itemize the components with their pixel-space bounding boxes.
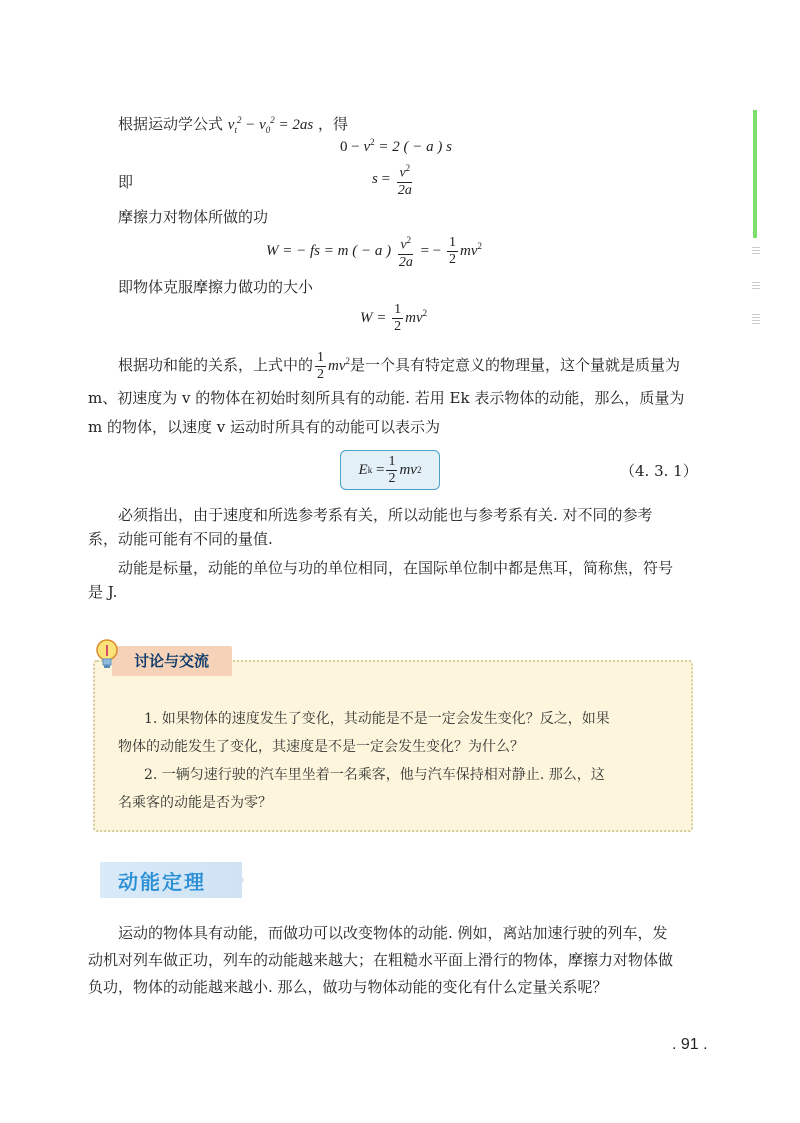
margin-mark <box>752 245 762 259</box>
paragraph-2-line-1: 必须指出，由于速度和所选参考系有关，所以动能也与参考系有关. 对不同的参考 <box>118 506 653 524</box>
equation-2: s = $\frac{v^2}{2a}$ <box>372 160 416 199</box>
lightbulb-icon <box>94 638 120 672</box>
paragraph-4-line-2: 动机对列车做正功，列车的动能越来越大；在粗糙水平面上滑行的物体，摩擦力对物体做 <box>88 951 674 969</box>
discussion-title: 讨论与交流 <box>134 652 210 670</box>
paragraph-2-line-2: 系，动能可能有不同的量值. <box>88 530 273 548</box>
equation-number: （4. 3. 1） <box>620 462 698 480</box>
paragraph-3-line-2: 是 J. <box>88 583 118 601</box>
margin-mark <box>752 312 762 326</box>
friction-work-label: 摩擦力对物体所做的功 <box>118 208 269 226</box>
kinematics-formula-line: 根据运动学公式 $v_t^2 - v_0^2 = 2as$ ，得 <box>118 115 349 135</box>
discussion-q2-line-2: 名乘客的动能是否为零？ <box>118 795 272 811</box>
paragraph-1-line-1: 根据功和能的关系，上式中的 $\frac{1}{2}$ $mv^2$是一个具有特定意义的物理量，这个量就是质量为 <box>118 350 681 383</box>
overcome-friction-label: 即物体克服摩擦力做功的大小 <box>118 278 314 296</box>
paragraph-4-line-3: 负功，物体的动能越来越小. 那么，做功与物体动能的变化有什么定量关系呢？ <box>88 978 608 996</box>
paragraph-1-line-2: m、初速度为 v 的物体在初始时刻所具有的动能. 若用 Ek 表示物体的动能，那么，质量为 <box>88 389 685 407</box>
paragraph-3-line-1: 动能是标量，动能的单位与功的单位相同，在国际单位制中都是焦耳，简称焦，符号 <box>118 559 674 577</box>
equation-1: $0 - v^2 = 2$ ( − a ) s <box>340 137 452 155</box>
page-number: . 91 . <box>672 1036 708 1053</box>
equation-3: W = − fs = m ( − a ) $\frac{v^2}{2a}$ = − $\frac{1}{2}$ $mv^2$ <box>266 232 482 271</box>
margin-mark <box>752 280 762 294</box>
section-title: 动能定理 <box>118 870 206 894</box>
paragraph-1-line-3: m 的物体，以速度 v 运动时所具有的动能可以表示为 <box>88 418 441 436</box>
ji-label: 即 <box>118 173 134 191</box>
kinetic-energy-formula-box: E k = $\frac{1}{2}$ mv 2 <box>340 450 440 490</box>
section-heading-notch <box>234 862 244 898</box>
discussion-q1-line-2: 物体的动能发生了变化，其速度是不是一定会发生变化？为什么？ <box>118 739 524 755</box>
paragraph-4-line-1: 运动的物体具有动能，而做功可以改变物体的动能. 例如，离站加速行驶的列车，发 <box>118 924 668 942</box>
discussion-q2-line-1: 2. 一辆匀速行驶的汽车里坐着一名乘客，他与汽车保持相对静止. 那么，这 <box>144 767 605 783</box>
line1-text: 根据运动学公式 <box>118 115 224 133</box>
discussion-q1-line-1: 1. 如果物体的速度发生了变化，其动能是不是一定会发生变化？反之，如果 <box>144 711 610 727</box>
line1-tail: ，得 <box>318 115 349 133</box>
equation-4: W = $\frac{1}{2}$ $mv^2$ <box>360 302 428 334</box>
margin-green-bar <box>753 110 757 238</box>
